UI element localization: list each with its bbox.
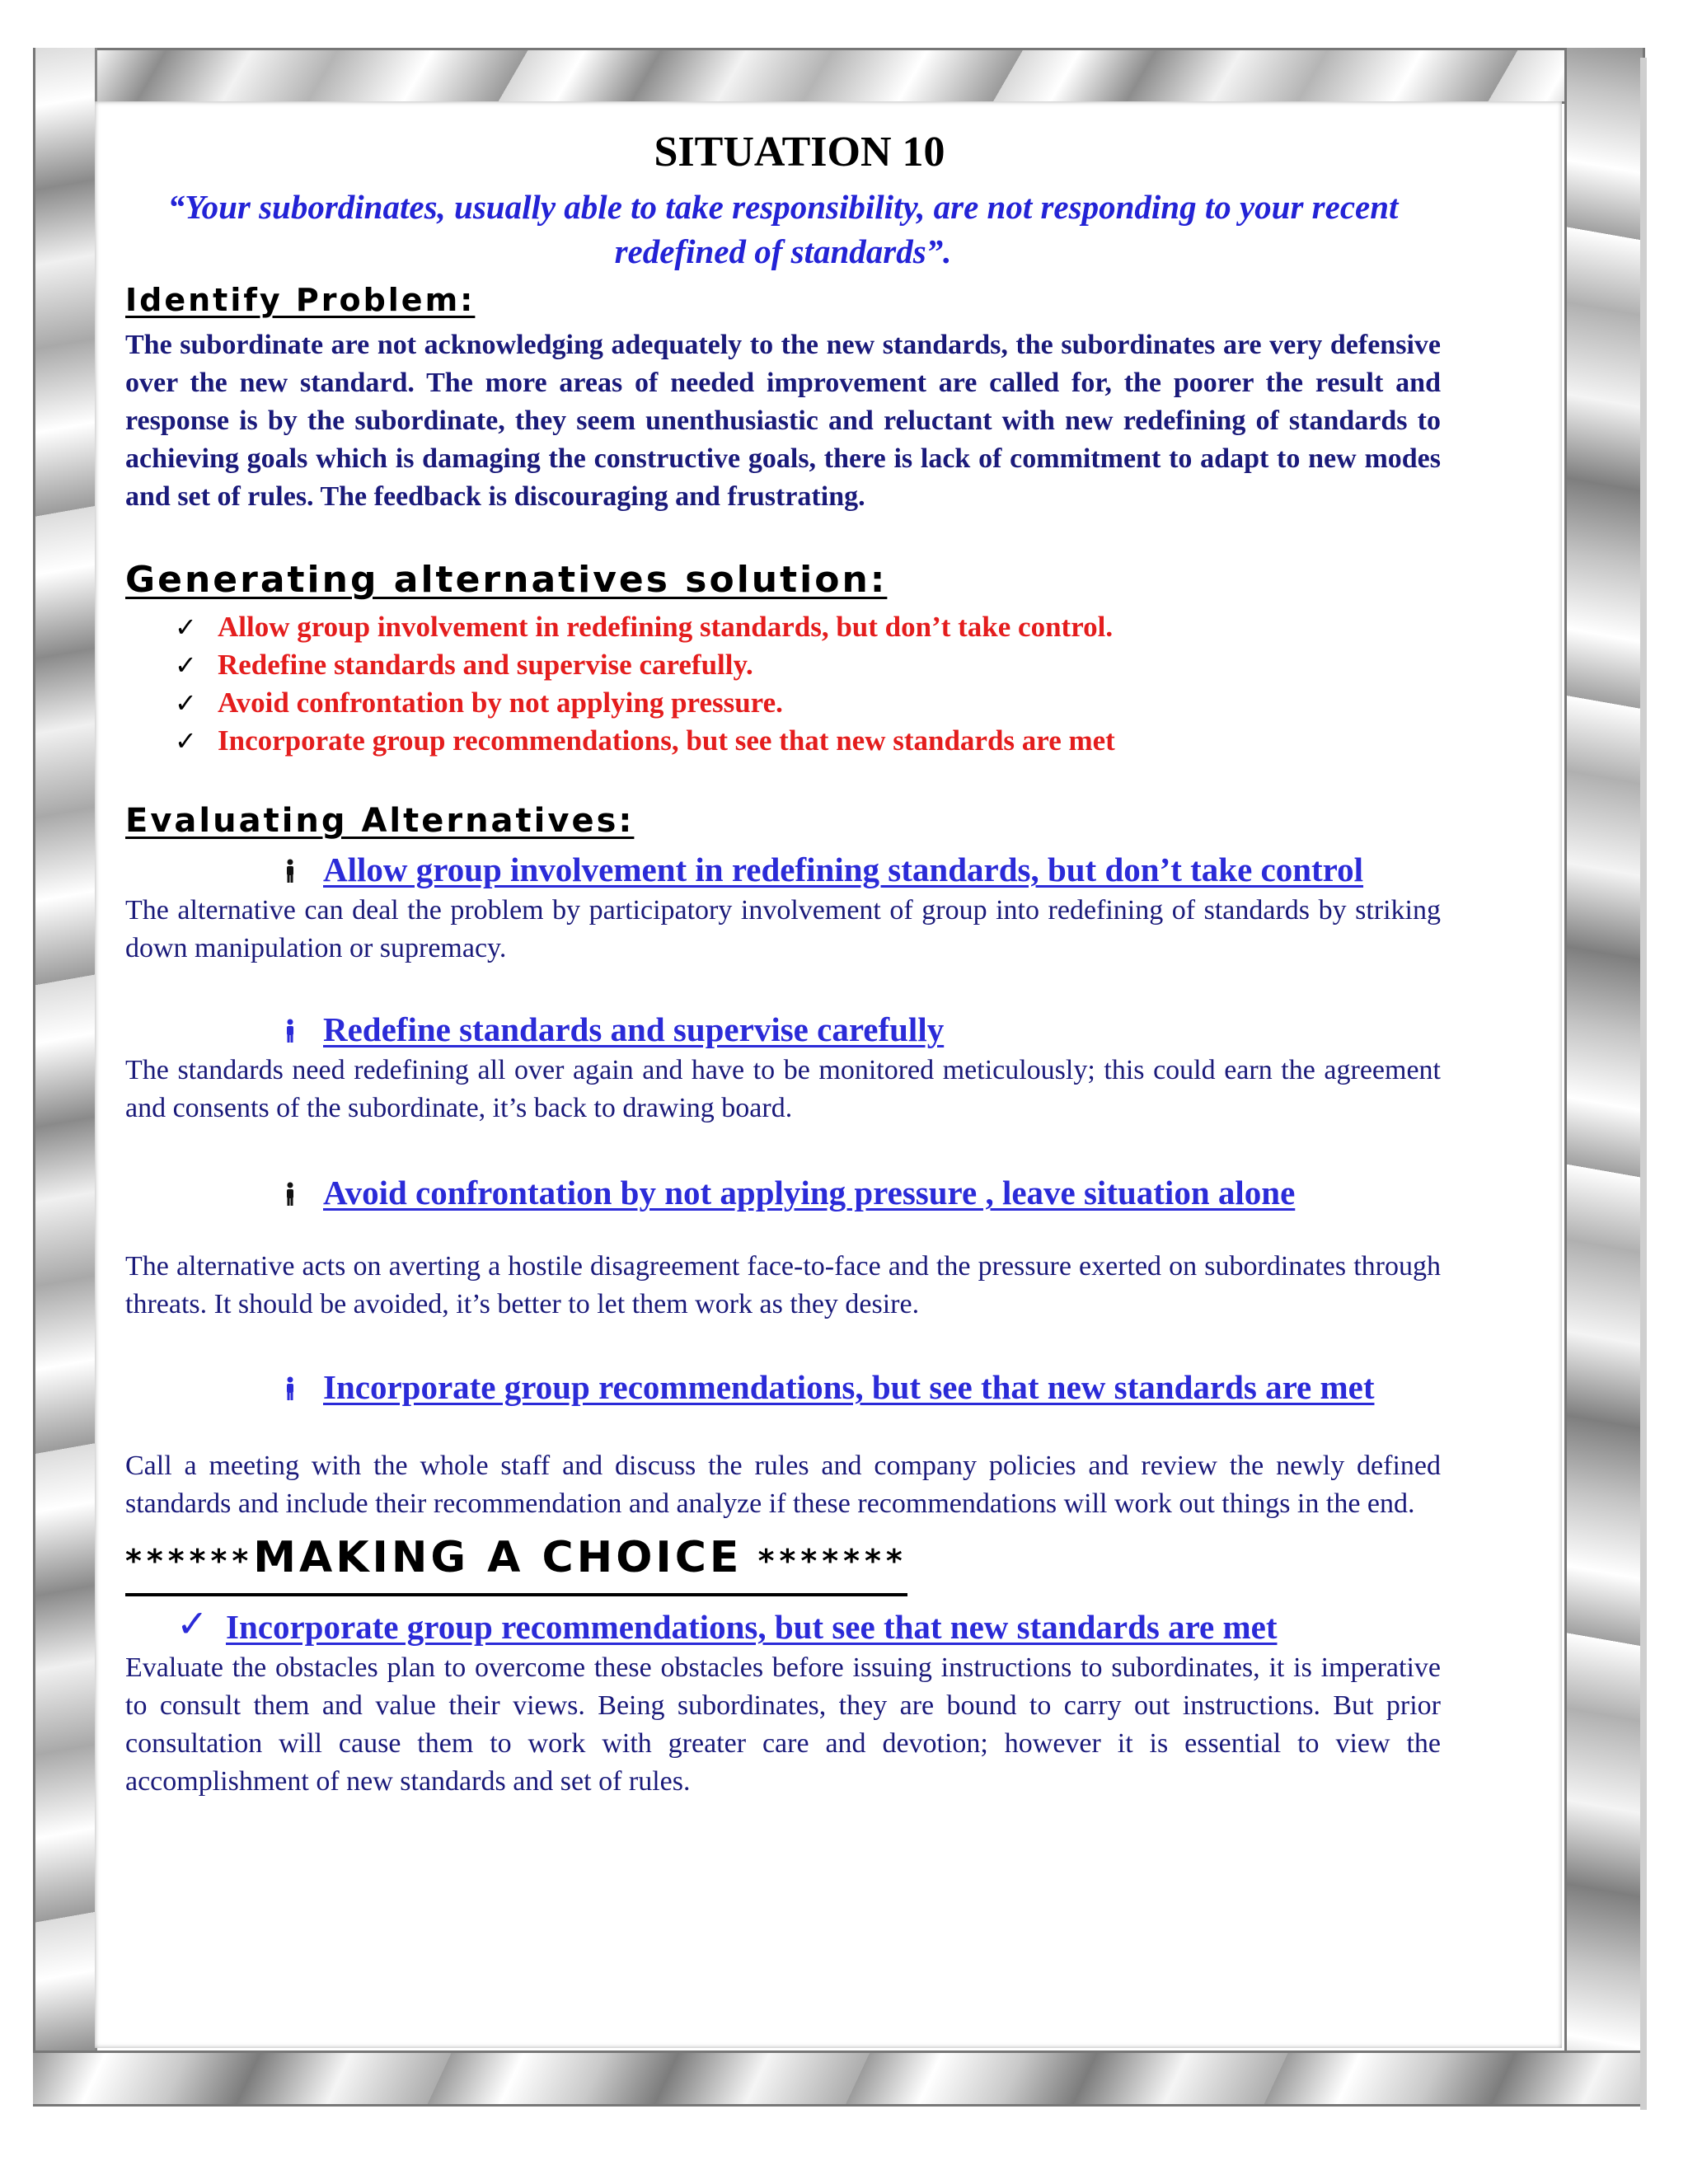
alternatives-checklist xyxy=(125,608,1441,760)
alternative-title: Redefine standards and supervise carefully xyxy=(125,1007,1441,1052)
frame-shadow xyxy=(1640,58,1647,2110)
evaluating-alternatives-heading: Evaluating Alternatives: xyxy=(125,802,635,840)
person-bullet-icon xyxy=(282,1019,298,1043)
page-title: SITUATION 10 xyxy=(654,129,945,176)
checklist-item: ✓ Avoid confrontation by not applying pressure. xyxy=(175,684,1441,722)
generating-alternatives-heading: Generating alternatives solution: xyxy=(125,559,888,601)
identify-problem-heading: Identify Problem: xyxy=(125,282,476,318)
making-a-choice-heading: ******MAKING A CHOICE ******* xyxy=(125,1531,907,1596)
frame-right-border xyxy=(1564,48,1645,2102)
alternative-title: Allow group involvement in redefining standards, but don’t take control xyxy=(125,847,1441,892)
alternative-title: Incorporate group recommendations, but see that new standards are met xyxy=(125,1365,1441,1409)
selected-alternative: ✓ Incorporate group recommendations, but see that new standards are met xyxy=(176,1601,1278,1646)
checkmark-icon: ✓ xyxy=(175,687,197,719)
frame-bottom-border xyxy=(33,2050,1640,2107)
checkmark-icon: ✓ xyxy=(175,725,197,757)
person-bullet-icon xyxy=(282,1182,298,1207)
person-bullet-icon xyxy=(282,859,298,883)
alternative-title: Avoid confrontation by not applying pressure , leave situation alone xyxy=(125,1170,1441,1215)
checklist-item: ✓ Redefine standards and supervise carefully. xyxy=(175,646,1441,684)
frame-left-border xyxy=(33,48,97,2102)
situation-quote: “Your subordinates, usually able to take responsibility, are not responding to your recent redefined of standards”. xyxy=(167,188,1399,270)
checkmark-icon: ✓ xyxy=(175,649,197,681)
alternative-description: The standards need redefining all over again and have to be monitored meticulously; this could earn the agreement and consents of the subordinate, it’s back to drawing board. xyxy=(125,1055,1441,1123)
alternative-description: The alternative acts on averting a hostile disagreement face-to-face and the pressure exerted on subordinates through threats. It should be avoided, it’s better to let them work as they desire. xyxy=(125,1251,1441,1319)
checkmark-icon: ✓ xyxy=(175,612,197,643)
checkmark-icon: ✓ xyxy=(176,1601,209,1646)
checklist-item: ✓ Allow group involvement in redefining standards, but don’t take control. xyxy=(175,608,1441,646)
choice-explanation: Evaluate the obstacles plan to overcome these obstacles before issuing instructions to subordinates, it is imperative to consult them and value their views. Being subordinates, they are bound to carry out instructions. But prior consultation will cause them to work with greater care and devotion; however it is essential to view the accomplishment of new standards and set of rules. xyxy=(125,1652,1441,1797)
alternative-description: Call a meeting with the whole staff and discuss the rules and company policies and review the newly defined standards and include their recommendation and analyze if these recommendations will work out things in the end. xyxy=(125,1451,1441,1519)
document-content xyxy=(125,124,1441,1801)
frame-top-border xyxy=(33,48,1640,104)
identify-problem-text: The subordinate are not acknowledging adequately to the new standards, the subordinates are very defensive over the new standard. The more areas of needed improvement are called for, the poorer the result and response is by the subordinate, they seem unenthusiastic and reluctant with new redefining of standards to achieving goals which is damaging the constructive goals, there is lack of commitment to adapt to new modes and set of rules. The feedback is discouraging and frustrating. xyxy=(125,330,1441,512)
person-bullet-icon xyxy=(282,1376,298,1401)
alternative-description: The alternative can deal the problem by participatory involvement of group into redefining of standards by striking down manipulation or supremacy. xyxy=(125,895,1441,963)
checklist-item: ✓ Incorporate group recommendations, but see that new standards are met xyxy=(175,722,1441,760)
